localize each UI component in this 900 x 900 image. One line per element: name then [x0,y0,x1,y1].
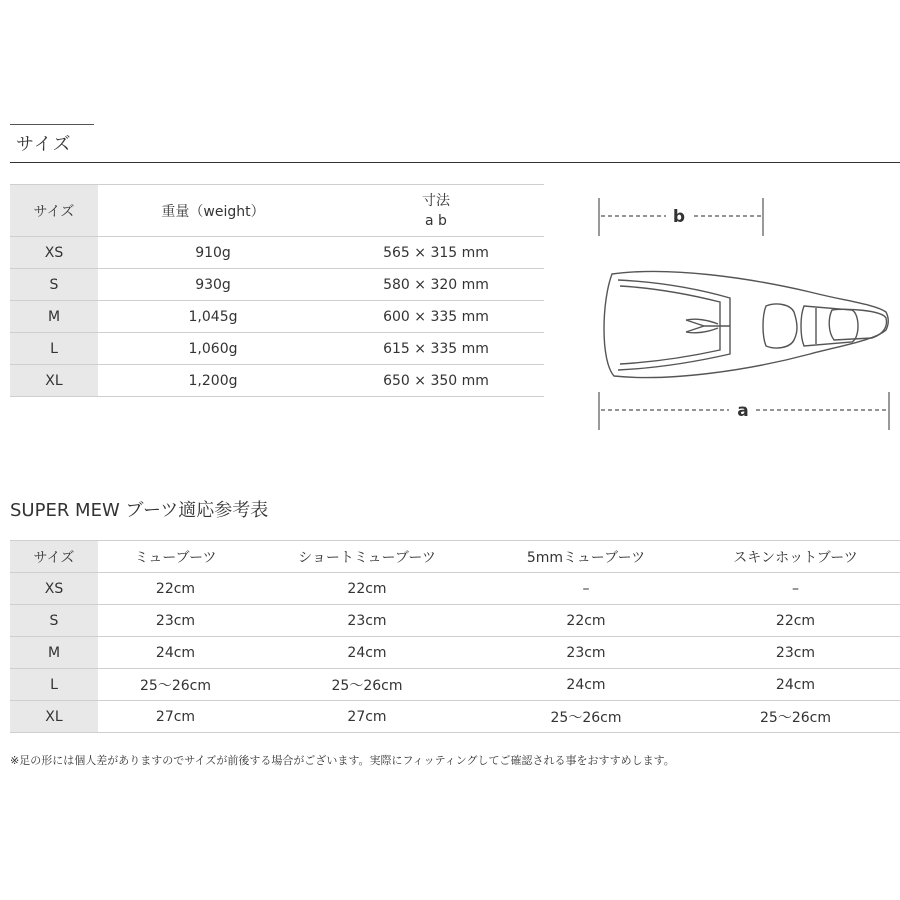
dimension-a-label: a [737,401,749,421]
table-cell: 23cm [481,637,691,669]
dimensions-cell: 565 × 315 mm [328,237,544,269]
dimension-b-label: b [672,207,686,227]
dimensions-cell: 580 × 320 mm [328,269,544,301]
table-row [10,573,900,605]
table-cell: 23cm [691,637,900,669]
table-cell: – [481,573,691,605]
size-cell: L [10,669,98,701]
table-cell: 22cm [481,605,691,637]
table-cell: – [691,573,900,605]
table-cell: 25～26cm [98,669,253,701]
table-cell: 24cm [253,637,481,669]
table-row [10,701,900,733]
fin-outline-icon [604,271,888,377]
fitting-footnote: ※足の形には個人差がありますのでサイズが前後する場合がございます。実際にフィッティングしてご確認される事をおすすめします。 [10,754,675,767]
table-row [10,301,544,333]
table-cell: 22cm [98,573,253,605]
dimensions-header-cell [328,185,544,237]
size-table [10,184,544,397]
boots-section-title: SUPER MEW ブーツ適応参考表 [10,500,269,521]
weight-cell: 910g [98,237,328,269]
boots-table [10,540,900,733]
size-cell: S [10,605,98,637]
dimensions-header-sublabel: a b [425,212,447,229]
short-mew-boots-header-cell: ショートミューブーツ [253,541,481,573]
table-row [10,669,900,701]
table-cell: 24cm [98,637,253,669]
dimensions-cell: 615 × 335 mm [328,333,544,365]
table-row [10,365,544,397]
weight-cell: 1,045g [98,301,328,333]
size-cell: S [10,269,98,301]
size-cell: L [10,333,98,365]
table-cell: 25～26cm [691,701,900,733]
weight-cell: 1,060g [98,333,328,365]
table-cell: 27cm [98,701,253,733]
fin-dimension-diagram [590,190,895,440]
size-header-cell: サイズ [10,185,98,237]
table-cell: 22cm [253,573,481,605]
table-row [10,269,544,301]
dimensions-header-label: 寸法 [422,192,450,209]
section-top-rule [10,124,94,125]
dimensions-cell: 600 × 335 mm [328,301,544,333]
table-cell: 25～26cm [481,701,691,733]
size-cell: XL [10,701,98,733]
table-cell: 24cm [481,669,691,701]
size-cell: XL [10,365,98,397]
table-row [10,333,544,365]
table-cell: 24cm [691,669,900,701]
size-section-title: サイズ [16,134,72,155]
size-cell: M [10,301,98,333]
weight-cell: 930g [98,269,328,301]
table-row [10,605,900,637]
size-cell: M [10,637,98,669]
table-cell: 23cm [253,605,481,637]
size-table-header-row [10,185,544,237]
size-header-cell: サイズ [10,541,98,573]
weight-cell: 1,200g [98,365,328,397]
table-cell: 22cm [691,605,900,637]
section-divider [10,162,900,163]
boots-table-header-row [10,541,900,573]
size-cell: XS [10,573,98,605]
size-cell: XS [10,237,98,269]
skin-hot-boots-header-cell: スキンホットブーツ [691,541,900,573]
table-cell: 27cm [253,701,481,733]
mew-boots-header-cell: ミューブーツ [98,541,253,573]
table-cell: 23cm [98,605,253,637]
table-row [10,237,544,269]
5mm-mew-boots-header-cell: 5mmミューブーツ [481,541,691,573]
weight-header-cell: 重量（weight） [98,185,328,237]
table-cell: 25～26cm [253,669,481,701]
table-row [10,637,900,669]
dimensions-cell: 650 × 350 mm [328,365,544,397]
